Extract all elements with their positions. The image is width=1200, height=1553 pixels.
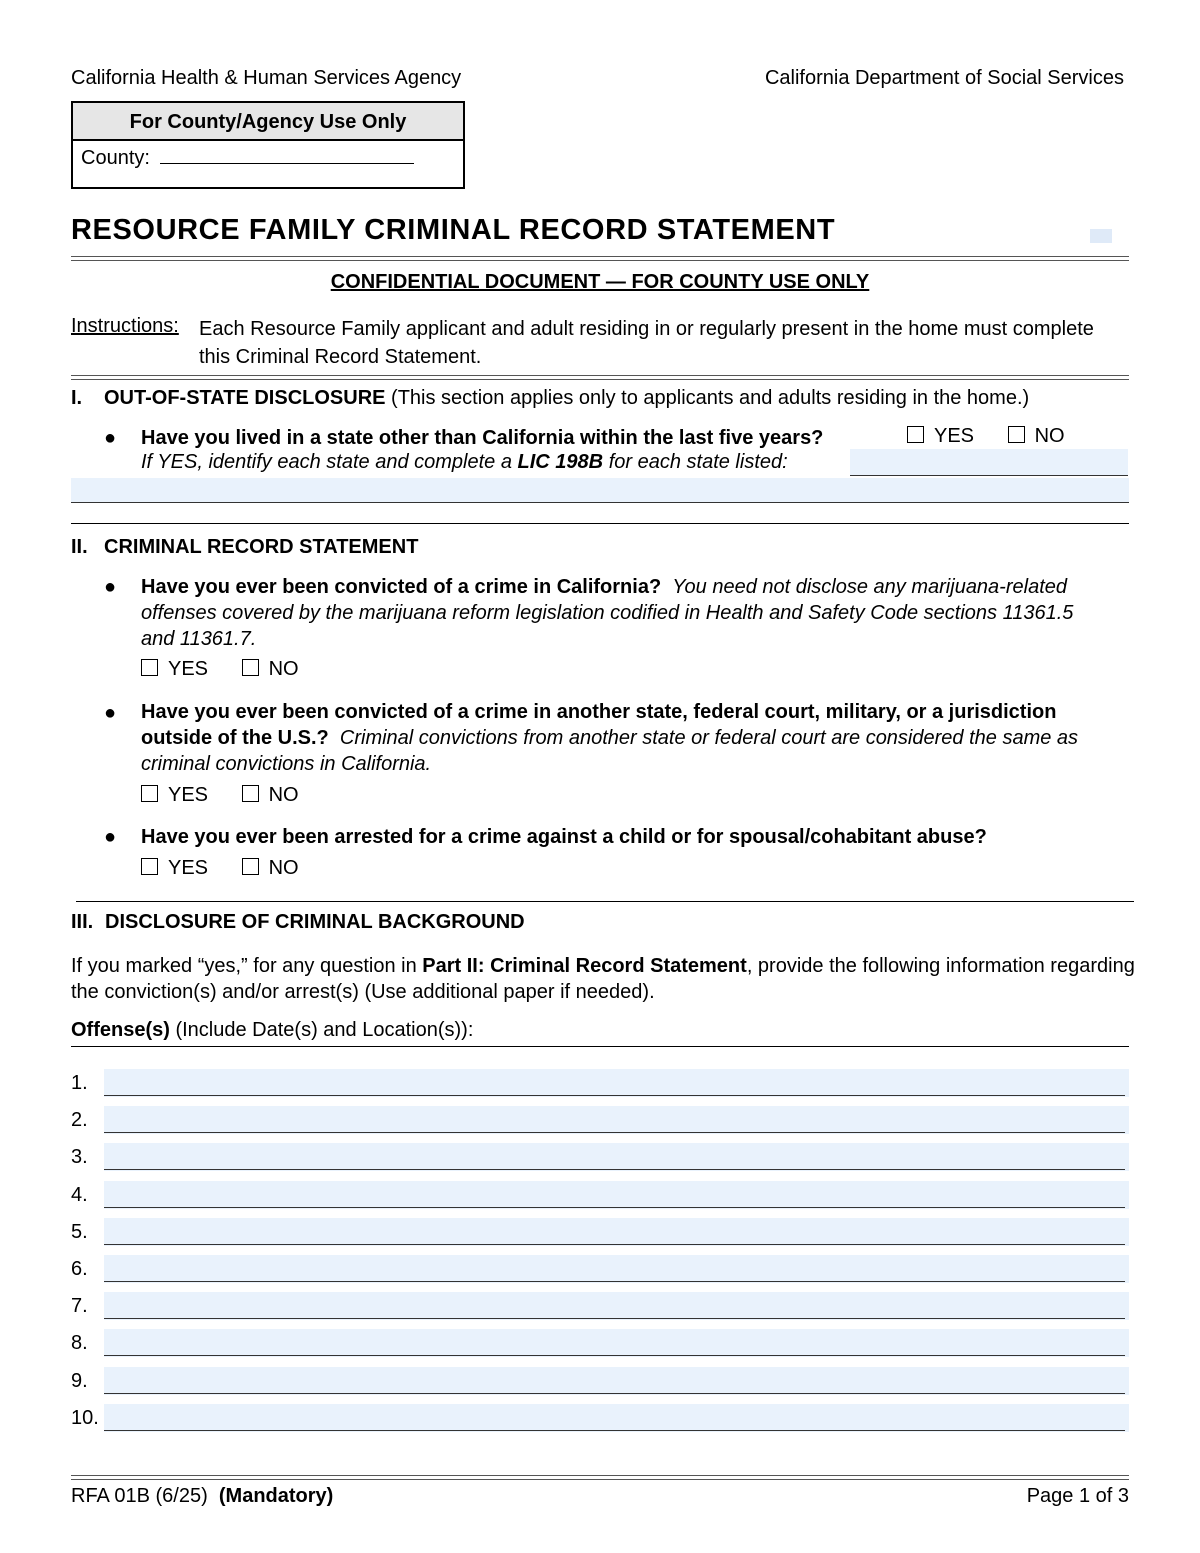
section1-number: I. xyxy=(71,387,83,409)
bullet-icon: ● xyxy=(104,427,117,449)
offense-field[interactable] xyxy=(104,1329,1129,1357)
offense-number: 4. xyxy=(71,1183,88,1206)
offense-underline xyxy=(104,1355,1125,1356)
title-form-field[interactable] xyxy=(1090,229,1112,243)
california-conviction-question xyxy=(141,574,1086,652)
offense-note: (Include Date(s) and Location(s)): xyxy=(175,1019,474,1041)
section2-number: II. xyxy=(71,536,88,558)
bullet-icon: ● xyxy=(104,826,117,848)
offense-field[interactable] xyxy=(104,1143,1129,1171)
out-of-state-question: Have you lived in a state other than California within the last five years? xyxy=(141,427,824,449)
section3-title: DISCLOSURE OF CRIMINAL BACKGROUND xyxy=(105,911,525,933)
offense-field[interactable] xyxy=(104,1255,1129,1283)
form-title: RESOURCE FAMILY CRIMINAL RECORD STATEMENT xyxy=(71,214,836,246)
offense-row xyxy=(71,1292,1129,1322)
section3-divider xyxy=(76,901,1134,902)
california-conviction-yes-checkbox[interactable] xyxy=(141,659,158,676)
offense-row xyxy=(71,1143,1129,1173)
offense-number: 3. xyxy=(71,1146,88,1169)
section1-divider xyxy=(71,375,1129,380)
offense-field[interactable] xyxy=(104,1106,1129,1134)
offense-number: 6. xyxy=(71,1258,88,1280)
offense-row xyxy=(71,1218,1129,1248)
arrest-options xyxy=(141,857,327,880)
section2-divider xyxy=(71,523,1129,524)
yes-label: YES xyxy=(168,784,209,806)
offense-underline xyxy=(104,1132,1125,1133)
other-jurisdiction-conviction-question xyxy=(141,699,1131,777)
section3-text: If you marked “yes,” for any question in xyxy=(71,955,417,977)
offense-row xyxy=(71,1367,1129,1397)
county-use-box xyxy=(71,101,465,189)
no-label: NO xyxy=(268,784,299,806)
offense-underline xyxy=(104,1095,1125,1096)
question-note: Criminal convictions from another state or federal court are considered the same as criminal convictions in California. xyxy=(141,727,1079,775)
part2-reference: Part II: Criminal Record Statement xyxy=(422,955,747,977)
agency-name: California Health & Human Services Agency xyxy=(71,67,462,89)
offense-number: 8. xyxy=(71,1332,88,1355)
offense-number: 10. xyxy=(71,1406,99,1429)
county-row xyxy=(73,141,463,187)
no-label: NO xyxy=(1034,425,1065,447)
offense-field[interactable] xyxy=(104,1218,1129,1246)
offense-row xyxy=(71,1255,1129,1285)
section1-title: OUT-OF-STATE DISCLOSURE xyxy=(104,387,386,409)
offense-underline xyxy=(104,1281,1125,1282)
offense-number: 7. xyxy=(71,1295,88,1318)
offense-underline xyxy=(104,1393,1125,1394)
instructions-label: Instructions: xyxy=(71,315,179,337)
other-jurisdiction-no-checkbox[interactable] xyxy=(242,785,259,802)
offense-field[interactable] xyxy=(104,1292,1129,1320)
bullet-icon: ● xyxy=(104,576,117,598)
offense-underline xyxy=(104,1169,1125,1170)
arrest-question xyxy=(141,824,1131,850)
lic-198b-ref: LIC 198B xyxy=(517,451,604,473)
question-text: Have you ever been arrested for a crime against a child or for spousal/cohabitant abuse? xyxy=(141,826,987,848)
offense-field[interactable] xyxy=(104,1367,1129,1395)
county-label: County: xyxy=(81,147,150,169)
california-conviction-no-checkbox[interactable] xyxy=(242,659,259,676)
offense-number: 5. xyxy=(71,1220,88,1243)
form-id xyxy=(71,1485,333,1508)
offense-row xyxy=(71,1106,1129,1136)
offense-field[interactable] xyxy=(104,1181,1129,1209)
section2-title: CRIMINAL RECORD STATEMENT xyxy=(104,536,419,558)
followup-text-end: for each state listed: xyxy=(608,451,788,473)
no-label: NO xyxy=(268,857,299,879)
page-number: Page 1 of 3 xyxy=(1026,1485,1129,1507)
bullet-icon: ● xyxy=(104,702,117,724)
section3-text-end: , provide the following information regarding the conviction(s) and/or arrest(s) (Use additional paper if needed). xyxy=(71,955,1135,1003)
lic-198b-instruction xyxy=(141,451,788,474)
other-jurisdiction-yes-checkbox[interactable] xyxy=(141,785,158,802)
county-field[interactable] xyxy=(160,141,414,164)
offense-underline xyxy=(104,1430,1125,1431)
section1-note: (This section applies only to applicants and adults residing in the home.) xyxy=(391,387,1030,409)
offense-underline xyxy=(104,1318,1125,1319)
offense-underline xyxy=(104,1244,1125,1245)
offense-row xyxy=(71,1404,1129,1434)
arrest-no-checkbox[interactable] xyxy=(242,858,259,875)
department-name: California Department of Social Services xyxy=(764,67,1124,89)
offense-number: 9. xyxy=(71,1369,88,1392)
offense-heading xyxy=(71,1019,473,1042)
section3-number: III. xyxy=(71,911,94,933)
offense-row xyxy=(71,1069,1129,1099)
offense-underline xyxy=(104,1207,1125,1208)
out-of-state-yes-checkbox[interactable] xyxy=(907,426,924,443)
arrest-yes-checkbox[interactable] xyxy=(141,858,158,875)
out-of-state-no-checkbox[interactable] xyxy=(1008,426,1025,443)
yes-label: YES xyxy=(168,857,209,879)
yes-label: YES xyxy=(168,658,209,680)
county-box-title: For County/Agency Use Only xyxy=(73,103,463,141)
footer-divider xyxy=(71,1475,1129,1480)
states-field-line-2[interactable] xyxy=(71,478,1129,503)
question-note: You need not disclose any marijuana-related offenses covered by the marijuana reform legislation codified in Health and Safety Code sections 11361.5 and 11361.7. xyxy=(141,576,1074,650)
offense-field[interactable] xyxy=(104,1069,1129,1097)
offense-row xyxy=(71,1329,1129,1359)
section3-instructions xyxy=(71,953,1136,1005)
out-of-state-options xyxy=(907,425,1093,448)
other-jurisdiction-options xyxy=(141,784,327,807)
states-field[interactable] xyxy=(850,449,1128,476)
california-conviction-options xyxy=(141,658,327,681)
offense-number: 2. xyxy=(71,1109,88,1132)
offense-divider xyxy=(71,1046,1129,1047)
title-divider xyxy=(71,256,1129,261)
confidential-banner: CONFIDENTIAL DOCUMENT — FOR COUNTY USE ONLY xyxy=(330,271,870,293)
offense-label: Offense(s) xyxy=(71,1019,170,1041)
form-number: RFA 01B (6/25) xyxy=(71,1485,208,1507)
offense-row xyxy=(71,1181,1129,1211)
offense-field[interactable] xyxy=(104,1404,1129,1432)
offense-number: 1. xyxy=(71,1072,88,1094)
instructions-text: Each Resource Family applicant and adult residing in or regularly present in the home must complete this Criminal Record Statement. xyxy=(199,318,1094,368)
yes-label: YES xyxy=(934,425,975,447)
followup-text: If YES, identify each state and complete a xyxy=(141,451,512,473)
question-text: Have you ever been convicted of a crime in California? xyxy=(141,576,662,598)
no-label: NO xyxy=(268,658,299,680)
question-text: Have you ever been convicted of a crime in another state, federal court, military, or a jurisdiction outside of the U.S.? xyxy=(141,701,1057,749)
mandatory-label: (Mandatory) xyxy=(218,1485,334,1507)
